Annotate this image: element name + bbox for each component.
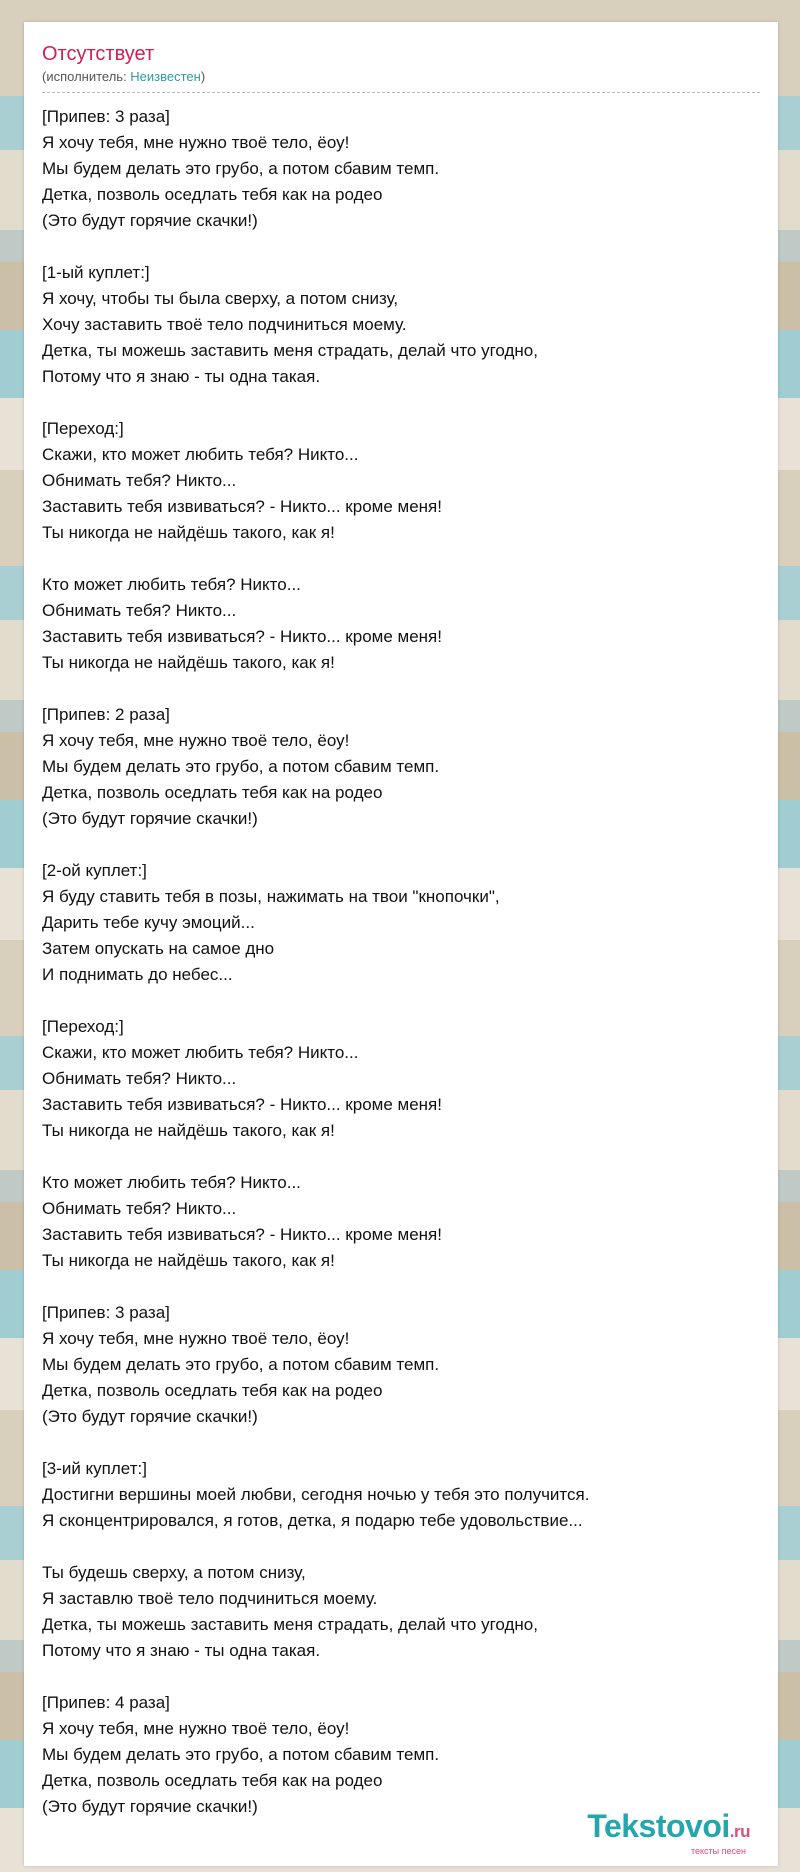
lyrics-line: Я буду ставить тебя в позы, нажимать на твои "кнопочки", — [42, 887, 500, 906]
lyrics-line: Ты никогда не найдёшь такого, как я! — [42, 1251, 335, 1270]
lyrics-blank-line — [42, 1274, 589, 1300]
lyrics-blank-line — [42, 676, 589, 702]
lyrics-line: [Переход:] — [42, 419, 124, 438]
lyrics-line: Обнимать тебя? Никто... — [42, 471, 237, 490]
lyrics-line: Заставить тебя извиваться? - Никто... кроме меня! — [42, 497, 442, 516]
lyrics-line: Мы будем делать это грубо, а потом сбавим темп. — [42, 159, 440, 178]
lyrics-blank-line — [42, 1144, 589, 1170]
lyrics-line: Затем опускать на самое дно — [42, 939, 275, 958]
lyrics-line: [2-ой куплет:] — [42, 861, 147, 880]
site-logo[interactable] — [587, 1809, 750, 1856]
lyrics-line: Кто может любить тебя? Никто... — [42, 1173, 301, 1192]
song-header — [42, 42, 760, 86]
lyrics-blank-line — [42, 546, 589, 572]
lyrics-line: [Переход:] — [42, 1017, 124, 1036]
lyrics-line: Детка, ты можешь заставить меня страдать, делай что угодно, — [42, 1615, 538, 1634]
lyrics-blank-line — [42, 1430, 589, 1456]
lyrics-line: Заставить тебя извиваться? - Никто... кроме меня! — [42, 1095, 442, 1114]
lyrics-line: [1-ый куплет:] — [42, 263, 150, 282]
lyrics-line: [Припев: 3 раза] — [42, 1303, 170, 1322]
lyrics-line: Я заставлю твоё тело подчиниться моему. — [42, 1589, 378, 1608]
lyrics-blank-line — [42, 234, 589, 260]
lyrics-line: Скажи, кто может любить тебя? Никто... — [42, 445, 359, 464]
lyrics-line: Детка, позволь оседлать тебя как на родео — [42, 1771, 383, 1790]
artist-suffix: ) — [200, 69, 206, 84]
lyrics-line: Мы будем делать это грубо, а потом сбавим темп. — [42, 1745, 440, 1764]
lyrics-line: Я хочу тебя, мне нужно твоё тело, ёоу! — [42, 1719, 350, 1738]
lyrics-line: Ты никогда не найдёшь такого, как я! — [42, 523, 335, 542]
lyrics-line: [3-ий куплет:] — [42, 1459, 147, 1478]
lyrics-blank-line — [42, 988, 589, 1014]
lyrics-line: Детка, позволь оседлать тебя как на родео — [42, 783, 383, 802]
lyrics-line: Детка, позволь оседлать тебя как на родео — [42, 1381, 383, 1400]
lyrics-line: Детка, позволь оседлать тебя как на родео — [42, 185, 383, 204]
lyrics-text — [42, 104, 589, 1820]
lyrics-line: Ты будешь сверху, а потом снизу, — [42, 1563, 306, 1582]
lyrics-line: Ты никогда не найдёшь такого, как я! — [42, 653, 335, 672]
lyrics-line: Я хочу тебя, мне нужно твоё тело, ёоу! — [42, 1329, 350, 1348]
lyrics-line: Заставить тебя извиваться? - Никто... кроме меня! — [42, 1225, 442, 1244]
lyrics-line: Потому что я знаю - ты одна такая. — [42, 367, 321, 386]
logo-brand — [587, 1809, 750, 1849]
lyrics-line: Дарить тебе кучу эмоций... — [42, 913, 255, 932]
lyrics-line: [Припев: 2 раза] — [42, 705, 170, 724]
lyrics-line: [Припев: 3 раза] — [42, 107, 170, 126]
artist-link[interactable]: Неизвестен — [130, 69, 201, 84]
lyrics-line: Я хочу, чтобы ты была сверху, а потом снизу, — [42, 289, 399, 308]
lyrics-line: (Это будут горячие скачки!) — [42, 1407, 258, 1426]
lyrics-line: (Это будут горячие скачки!) — [42, 809, 258, 828]
lyrics-line: (Это будут горячие скачки!) — [42, 1797, 258, 1816]
lyrics-line: Хочу заставить твоё тело подчиниться моему. — [42, 315, 407, 334]
logo-brand-name: Tekstovoi — [587, 1808, 730, 1844]
lyrics-line: Мы будем делать это грубо, а потом сбавим темп. — [42, 1355, 440, 1374]
lyrics-line: Достигни вершины моей любви, сегодня ночью у тебя это получится. — [42, 1485, 590, 1504]
artist-line — [42, 68, 760, 86]
lyrics-card — [24, 22, 778, 1866]
lyrics-line: Я хочу тебя, мне нужно твоё тело, ёоу! — [42, 731, 350, 750]
lyrics-line: Скажи, кто может любить тебя? Никто... — [42, 1043, 359, 1062]
lyrics-line: Я сконцентрировался, я готов, детка, я подарю тебе удовольствие... — [42, 1511, 583, 1530]
lyrics-line: Кто может любить тебя? Никто... — [42, 575, 301, 594]
lyrics-blank-line — [42, 832, 589, 858]
artist-prefix: (исполнитель: — [42, 69, 131, 84]
lyrics-blank-line — [42, 390, 589, 416]
song-title: Отсутствует — [42, 43, 155, 65]
lyrics-line: И поднимать до небес... — [42, 965, 233, 984]
lyrics-line: Обнимать тебя? Никто... — [42, 1069, 237, 1088]
lyrics-line: Обнимать тебя? Никто... — [42, 601, 237, 620]
logo-tagline: тексты песен — [690, 1846, 746, 1856]
lyrics-line: Обнимать тебя? Никто... — [42, 1199, 237, 1218]
header-divider — [42, 92, 760, 93]
lyrics-line: Мы будем делать это грубо, а потом сбавим темп. — [42, 757, 440, 776]
lyrics-line: (Это будут горячие скачки!) — [42, 211, 258, 230]
logo-tld: .ru — [729, 1822, 750, 1841]
lyrics-line: Детка, ты можешь заставить меня страдать, делай что угодно, — [42, 341, 538, 360]
lyrics-line: [Припев: 4 раза] — [42, 1693, 170, 1712]
lyrics-line: Ты никогда не найдёшь такого, как я! — [42, 1121, 335, 1140]
lyrics-blank-line — [42, 1664, 589, 1690]
lyrics-line: Я хочу тебя, мне нужно твоё тело, ёоу! — [42, 133, 350, 152]
lyrics-blank-line — [42, 1534, 589, 1560]
lyrics-line: Заставить тебя извиваться? - Никто... кроме меня! — [42, 627, 442, 646]
lyrics-line: Потому что я знаю - ты одна такая. — [42, 1641, 321, 1660]
